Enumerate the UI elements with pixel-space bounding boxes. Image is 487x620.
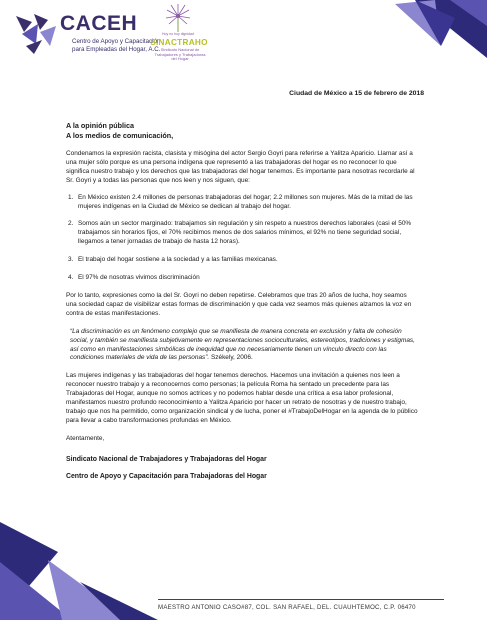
intro-paragraph: Condenamos la expresión racista, clasista y misógina del actor Sergio Goyri para referirse a Yalitza Aparicio. Llamar así a una mujer sólo porque es una persona indígena que representó a las trabajadoras del hogar es no reconocer lo que significa nuestro trabajo y los derechos que las trabajadoras del hogar tenemos. Es importante para nosotras recordarle al Sr. Goyri y a todas las personas que nos leen y nos siguen, que:	[66, 150, 415, 184]
sinactraho-subtitle: Sindicato Nacional de Trabajadores y Trabajadoras del Hogar	[154, 47, 206, 62]
list-item-number: 4.	[68, 274, 74, 282]
letter-date: Ciudad de México a 15 de febrero de 2018	[289, 90, 424, 97]
sinactraho-logo	[150, 2, 210, 70]
list-item-number: 2.	[68, 220, 74, 228]
sinactraho-top-text: Hoy no hoy dignidad	[162, 32, 194, 36]
list-item-number: 1.	[68, 193, 74, 201]
list-item-text: El 97% de nosotras vivimos discriminación	[78, 274, 200, 282]
caceh-subtitle-line-2: para Empleadas del Hogar, A.C.	[72, 45, 161, 53]
footer-address: MAESTRO ANTONIO CASO#87, COL. SAN RAFAEL, DEL. CUAUHTEMOC, C.P. 06470	[158, 604, 416, 611]
caceh-subtitle	[72, 38, 160, 53]
addressee-2: A los medios de comunicación,	[66, 130, 174, 140]
sinactraho-name: SINACTRAHO	[150, 38, 208, 47]
quote-text: “La discriminación es un fenómeno complejo que se manifiesta de manera concreta en exclusión y falta de cohesión social, y también se manifiesta subjetivamente en representaciones socioculturales, estereotipos, tradiciones y estigmas, así como en manifestaciones simbólicas de inequidad que no necesariamente tienen un vínculo directo con las condiciones materiales de vida de las personas”.	[70, 327, 415, 362]
list-item-number: 3.	[68, 256, 74, 264]
caceh-subtitle-line-1: Centro de Apoyo y Capacitación	[72, 38, 161, 45]
list-item-text: El trabajo del hogar sostiene a la sociedad y a las familias mexicanas.	[78, 256, 278, 264]
dandelion-icon	[163, 2, 193, 32]
second-paragraph: Por lo tanto, expresiones como la del Sr. Goyri no deben repetirse. Celebramos que tras 20 años de lucha, hoy seamos una sociedad capaz de visibilizar estas formas de discriminación y que cada vez seamos más quienes alzamos la voz en contra de estas manifestaciones.	[66, 291, 412, 317]
addressee-1: A la opinión pública	[66, 121, 135, 130]
signature-sinactraho: Sindicato Nacional de Trabajadores y Trabajadoras del Hogar	[66, 455, 267, 463]
list-item	[66, 194, 418, 212]
list-item-text: En México existen 2.4 millones de personas trabajadoras del hogar; 2.2 millones son mujeres. Más de la mitad de las mujeres indígenas en la Ciudad de México se dedican al trabajo del hogar.	[78, 193, 413, 210]
caceh-name: CACEH	[60, 12, 138, 35]
list-item-text: Somos aún un sector marginado: trabajamos sin regulación y sin respeto a nuestros derechos laborales (casi el 50% trabajamos sin horarios fijos, el 70% recibimos menos de dos salarios mínimos, el 92% no tiene seguridad social, llegamos a tener jornadas de trabajo de hasta 12 horas).	[78, 220, 412, 246]
list-item	[66, 220, 418, 247]
quote-paragraph	[70, 328, 418, 364]
quote-source: Székely, 2006.	[209, 354, 253, 362]
points-list	[66, 194, 418, 283]
letter-body	[66, 121, 418, 481]
signature-caceh: Centro de Apoyo y Capacitación para Trabajadoras del Hogar	[66, 472, 267, 480]
third-paragraph: Las mujeres indígenas y las trabajadoras del hogar tenemos derechos. Hacemos una invitación a quienes nos leen a reconocer nuestro trabajo y a reconocernos como personas; la película Roma ha sentado un precedente para las Trabajadoras del Hogar, aunque no somos actrices y no podemos hablar desde una crítica a esa labor profesional, manifestamos nuestro profundo reconocimiento a Yalitza Aparicio por hacer un retrato de nosotras y de nuestro trabajo, trabajo que nos ha permitido, como organización sindical y de lucha, poner el #TrabajoDelHogar en la agenda de lo público para llevar a cabo transformaciones profundas en México.	[66, 372, 418, 424]
bottom-left-decoration	[0, 522, 160, 620]
footer-divider	[158, 599, 444, 600]
list-item	[66, 256, 418, 265]
list-item	[66, 274, 418, 283]
closing: Atentamente,	[66, 434, 105, 442]
caceh-hands-icon	[14, 10, 58, 54]
caceh-logo	[14, 10, 164, 58]
top-right-decoration	[395, 0, 487, 60]
